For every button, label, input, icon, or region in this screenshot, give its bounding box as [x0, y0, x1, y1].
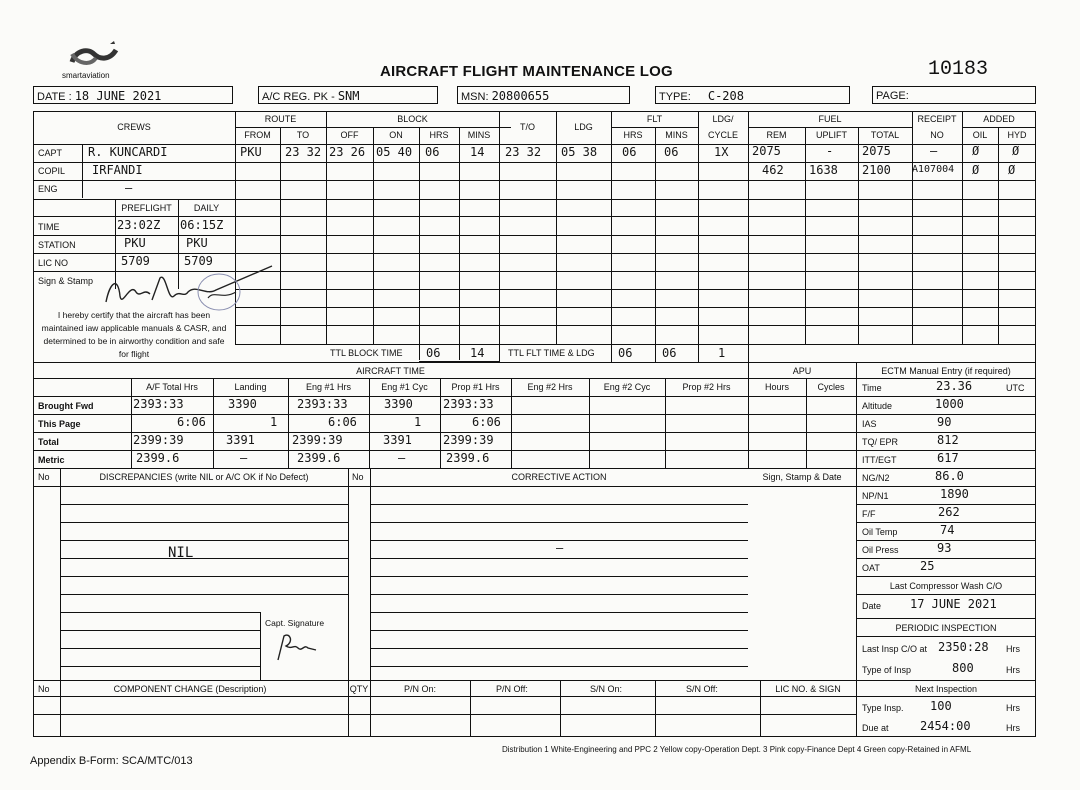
- corrective-header: CORRECTIVE ACTION: [511, 472, 607, 482]
- ttl-flt-label: TTL FLT TIME & LDG: [508, 348, 595, 358]
- row1-from: PKU: [240, 145, 262, 159]
- type-value: C-208: [707, 89, 744, 103]
- tot-landing: 3391: [226, 433, 255, 447]
- type-insp-hrs: Hrs: [1006, 665, 1020, 675]
- added-header: ADDED: [983, 114, 1015, 124]
- form-title: AIRCRAFT FLIGHT MAINTENANCE LOG: [380, 63, 673, 80]
- sign-stamp-date-header: Sign, Stamp & Date: [762, 472, 842, 482]
- row2-total: 2100: [862, 163, 891, 177]
- copil-name: IRFANDI: [92, 163, 143, 177]
- tp-eng1-hrs: 6:06: [328, 415, 357, 429]
- bf-eng1-hrs: 2393:33: [297, 397, 348, 411]
- daily-header: DAILY: [193, 203, 220, 213]
- row1-rem: 2075: [752, 144, 781, 158]
- disc-header: DISCREPANCIES (write NIL or A/C OK if No Defect): [99, 472, 309, 482]
- ldg-cycle-header-1: LDG/: [712, 114, 734, 124]
- ectm-oilpress-label: Oil Press: [862, 545, 899, 555]
- fuel-total-header: TOTAL: [870, 130, 900, 140]
- met-eng1-hrs: 2399.6: [297, 451, 341, 465]
- row1-flt-mins: 06: [664, 145, 679, 159]
- sign-stamp-label: Sign & Stamp: [38, 276, 94, 286]
- flt-hrs-header: HRS: [623, 130, 643, 140]
- ac-reg-value: SNM: [337, 89, 360, 103]
- ttl-block-label: TTL BLOCK TIME: [330, 348, 403, 358]
- ectm-oat-label: OAT: [862, 563, 880, 573]
- corr-no-header: No: [352, 472, 364, 482]
- tp-af: 6:06: [177, 415, 206, 429]
- type-box: [655, 86, 850, 104]
- row1-receipt: —: [930, 144, 938, 158]
- type-insp-label: Type of Insp: [862, 665, 912, 675]
- preflight-station: PKU: [124, 236, 146, 250]
- eng-name: —: [125, 181, 133, 195]
- ldg-cycle-header-2: CYCLE: [707, 130, 738, 140]
- ectm-ff-label: F/F: [862, 509, 876, 519]
- ectm-oat-value: 25: [920, 559, 935, 573]
- col-prop1-hrs: Prop #1 Hrs: [451, 382, 500, 392]
- off-header: OFF: [340, 130, 359, 140]
- uplift-header: UPLIFT: [815, 130, 847, 140]
- col-eng2-cyc: Eng #2 Cyc: [603, 382, 651, 392]
- row-this-page: This Page: [38, 419, 81, 429]
- ldg-header: LDG: [574, 122, 593, 132]
- apu-hours: Hours: [764, 382, 789, 392]
- copil-label: COPIL: [38, 166, 66, 176]
- ttl-block-mins: 14: [470, 346, 485, 360]
- row2-rem: 462: [762, 163, 784, 177]
- disc-no-header: No: [38, 472, 50, 482]
- capt-name: R. KUNCARDI: [88, 145, 168, 159]
- hyd-header: HYD: [1007, 130, 1027, 140]
- stamp-icon: [196, 272, 242, 312]
- ectm-ng-value: 86.0: [935, 469, 964, 483]
- type-label: TYPE:: [659, 91, 691, 103]
- col-eng1-hrs: Eng #1 Hrs: [305, 382, 352, 392]
- tot-prop1-hrs: 2399:39: [443, 433, 494, 447]
- time-label: TIME: [38, 222, 60, 232]
- apu-title: APU: [792, 366, 812, 376]
- logo-icon: [66, 40, 122, 72]
- row1-flt-hrs: 06: [622, 145, 637, 159]
- from-header: FROM: [244, 130, 271, 140]
- corrective-entry: —: [556, 541, 564, 555]
- ectm-ng-label: NG/N2: [862, 473, 890, 483]
- ttl-flt-hrs: 06: [618, 346, 633, 360]
- comp-pn-on-header: P/N On:: [404, 684, 437, 694]
- oil-header: OIL: [972, 130, 988, 140]
- row1-off: 23 26: [329, 145, 366, 159]
- capt-label: CAPT: [38, 148, 63, 158]
- ectm-ff-value: 262: [938, 505, 960, 519]
- comp-lic-sign-header: LIC NO. & SIGN: [775, 684, 841, 694]
- station-label: STATION: [38, 240, 76, 250]
- ectm-ias-value: 90: [937, 415, 952, 429]
- row-total: Total: [38, 437, 59, 447]
- type-insp-value: 800: [952, 661, 974, 675]
- to-col-header: T/O: [520, 122, 535, 132]
- preflight-signature-icon: [96, 262, 276, 312]
- lic-label: LIC NO: [38, 258, 69, 268]
- fuel-header: FUEL: [818, 114, 842, 124]
- row1-mins: 14: [470, 145, 485, 159]
- daily-time: 06:15Z: [180, 218, 224, 232]
- msn-box: [457, 86, 630, 104]
- on-header: ON: [389, 130, 403, 140]
- due-at-hrs: Hrs: [1006, 723, 1020, 733]
- row2-oil: Ø: [972, 163, 980, 177]
- ectm-ias-label: IAS: [862, 419, 877, 429]
- serial-number: 10183: [928, 58, 989, 81]
- block-header: BLOCK: [397, 114, 428, 124]
- row2-uplift: 1638: [809, 163, 838, 177]
- next-type-label: Type Insp.: [862, 703, 904, 713]
- row1-ldg: 05 38: [561, 145, 598, 159]
- row1-to: 23 32: [505, 145, 542, 159]
- comp-sn-off-header: S/N Off:: [686, 684, 718, 694]
- row1-cycle: 1X: [714, 145, 729, 159]
- row1-total: 2075: [862, 144, 891, 158]
- date-value: 18 JUNE 2021: [74, 89, 162, 103]
- rem-header: REM: [766, 130, 787, 140]
- row1-hrs: 06: [425, 145, 440, 159]
- compressor-date-label: Date: [862, 601, 882, 611]
- tp-prop1-hrs: 6:06: [472, 415, 501, 429]
- ttl-flt-mins: 06: [662, 346, 677, 360]
- next-type-hrs: Hrs: [1006, 703, 1020, 713]
- due-at-label: Due at: [862, 723, 889, 733]
- row1-to: 23 32: [285, 145, 322, 159]
- ectm-itt-label: ITT/EGT: [862, 455, 897, 465]
- bf-af: 2393:33: [133, 397, 184, 411]
- comp-no-header: No: [38, 684, 50, 694]
- page-box: [872, 86, 1036, 104]
- ac-reg-label: A/C REG. PK -: [262, 91, 335, 103]
- bf-landing: 3390: [228, 397, 257, 411]
- ectm-time-label: Time: [862, 383, 882, 393]
- tp-landing: 1: [270, 415, 278, 429]
- daily-lic: 5709: [184, 254, 213, 268]
- eng-label: ENG: [38, 184, 58, 194]
- msn-label: MSN:: [461, 91, 489, 103]
- last-insp-hrs: Hrs: [1006, 644, 1020, 654]
- to-header: TO: [296, 130, 310, 140]
- col-eng2-hrs: Eng #2 Hrs: [527, 382, 573, 392]
- row-metric: Metric: [38, 455, 65, 465]
- next-type-value: 100: [930, 699, 952, 713]
- ectm-tq-value: 812: [937, 433, 959, 447]
- col-prop2-hrs: Prop #2 Hrs: [682, 382, 731, 392]
- ttl-block-hrs: 06: [426, 346, 441, 360]
- ectm-oilpress-value: 93: [937, 541, 952, 555]
- comp-qty-header: QTY: [349, 684, 369, 694]
- due-at-value: 2454:00: [920, 719, 971, 733]
- bf-eng1-cyc: 3390: [384, 397, 413, 411]
- receipt-header-1: RECEIPT: [917, 114, 957, 124]
- ectm-tq-label: TQ/ EPR: [862, 437, 899, 447]
- met-af: 2399.6: [136, 451, 180, 465]
- met-prop1-hrs: 2399.6: [446, 451, 490, 465]
- mins-header: MINS: [467, 130, 491, 140]
- comp-pn-off-header: P/N Off:: [496, 684, 528, 694]
- tot-eng1-cyc: 3391: [383, 433, 412, 447]
- row1-uplift: -: [826, 144, 834, 158]
- bf-prop1-hrs: 2393:33: [443, 397, 494, 411]
- met-eng1-cyc: —: [398, 451, 406, 465]
- ectm-np-value: 1890: [940, 487, 969, 501]
- ectm-title: ECTM Manual Entry (if required): [881, 366, 1011, 376]
- flt-mins-header: MINS: [665, 130, 688, 140]
- capt-signature-label: Capt. Signature: [265, 618, 325, 628]
- ectm-utc: UTC: [1006, 383, 1025, 393]
- row-brought-fwd: Brought Fwd: [38, 401, 94, 411]
- last-insp-value: 2350:28: [938, 640, 989, 654]
- distribution-note: Distribution 1 White-Engineering and PPC 2 Yellow copy-Operation Dept. 3 Pink copy-Finance Dept 4 Green copy-Retained in AFML: [502, 745, 972, 754]
- tot-eng1-hrs: 2399:39: [292, 433, 343, 447]
- apu-cycles: Cycles: [817, 382, 845, 392]
- comp-sn-on-header: S/N On:: [590, 684, 623, 694]
- date-box: [33, 86, 233, 104]
- col-eng1-cyc: Eng #1 Cyc: [381, 382, 428, 392]
- hrs-header: HRS: [429, 130, 449, 140]
- certify-line-4: for flight: [118, 349, 150, 359]
- preflight-time: 23:02Z: [117, 218, 161, 232]
- ectm-np-label: NP/N1: [862, 491, 889, 501]
- compressor-date-value: 17 JUNE 2021: [910, 597, 997, 611]
- logo-text: smartaviation: [62, 71, 110, 80]
- certify-line-1: I hereby certify that the aircraft has been: [57, 310, 211, 320]
- comp-desc-header: COMPONENT CHANGE (Description): [113, 684, 267, 694]
- tot-af: 2399:39: [133, 433, 184, 447]
- col-landing: Landing: [234, 382, 267, 392]
- row1-hyd: Ø: [1012, 144, 1020, 158]
- route-header: ROUTE: [264, 114, 297, 124]
- flt-header: FLT: [646, 114, 663, 124]
- certify-line-3: determined to be in airworthy condition and safe: [43, 336, 225, 346]
- preflight-header: PREFLIGHT: [121, 203, 172, 213]
- preflight-lic: 5709: [121, 254, 150, 268]
- msn-value: 20800655: [491, 89, 550, 103]
- receipt-header-2: NO: [930, 130, 944, 140]
- ectm-altitude-label: Altitude: [862, 401, 893, 411]
- col-af-total: A/F Total Hrs: [146, 382, 198, 392]
- crews-header: CREWS: [117, 122, 151, 132]
- page-label: PAGE:: [876, 90, 909, 102]
- periodic-title: PERIODIC INSPECTION: [895, 623, 997, 633]
- ectm-itt-value: 617: [937, 451, 959, 465]
- capt-signature-icon: [270, 630, 320, 664]
- nil-entry: NIL: [168, 545, 194, 561]
- ectm-altitude-value: 1000: [935, 397, 964, 411]
- next-insp-title: Next Inspection: [914, 684, 978, 694]
- certify-line-2: maintained iaw applicable manuals & CASR, and: [41, 323, 227, 333]
- row1-on: 05 40: [376, 145, 413, 159]
- ectm-time-value: 23.36: [936, 379, 973, 393]
- tp-eng1-cyc: 1: [414, 415, 422, 429]
- ttl-ldg: 1: [718, 346, 726, 360]
- met-landing: —: [240, 451, 248, 465]
- last-insp-label: Last Insp C/O at: [862, 644, 928, 654]
- aircraft-time-title: AIRCRAFT TIME: [356, 366, 425, 376]
- appendix-label: Appendix B-Form: SCA/MTC/013: [30, 755, 193, 767]
- ectm-oiltemp-label: Oil Temp: [862, 527, 898, 537]
- daily-station: PKU: [186, 236, 208, 250]
- compressor-title: Last Compressor Wash C/O: [889, 581, 1003, 591]
- row2-receipt: A107004: [912, 164, 955, 175]
- date-label: DATE :: [37, 91, 72, 103]
- ac-reg-box: [258, 86, 438, 104]
- row2-hyd: Ø: [1008, 163, 1016, 177]
- ectm-oiltemp-value: 74: [940, 523, 955, 537]
- row1-oil: Ø: [972, 144, 980, 158]
